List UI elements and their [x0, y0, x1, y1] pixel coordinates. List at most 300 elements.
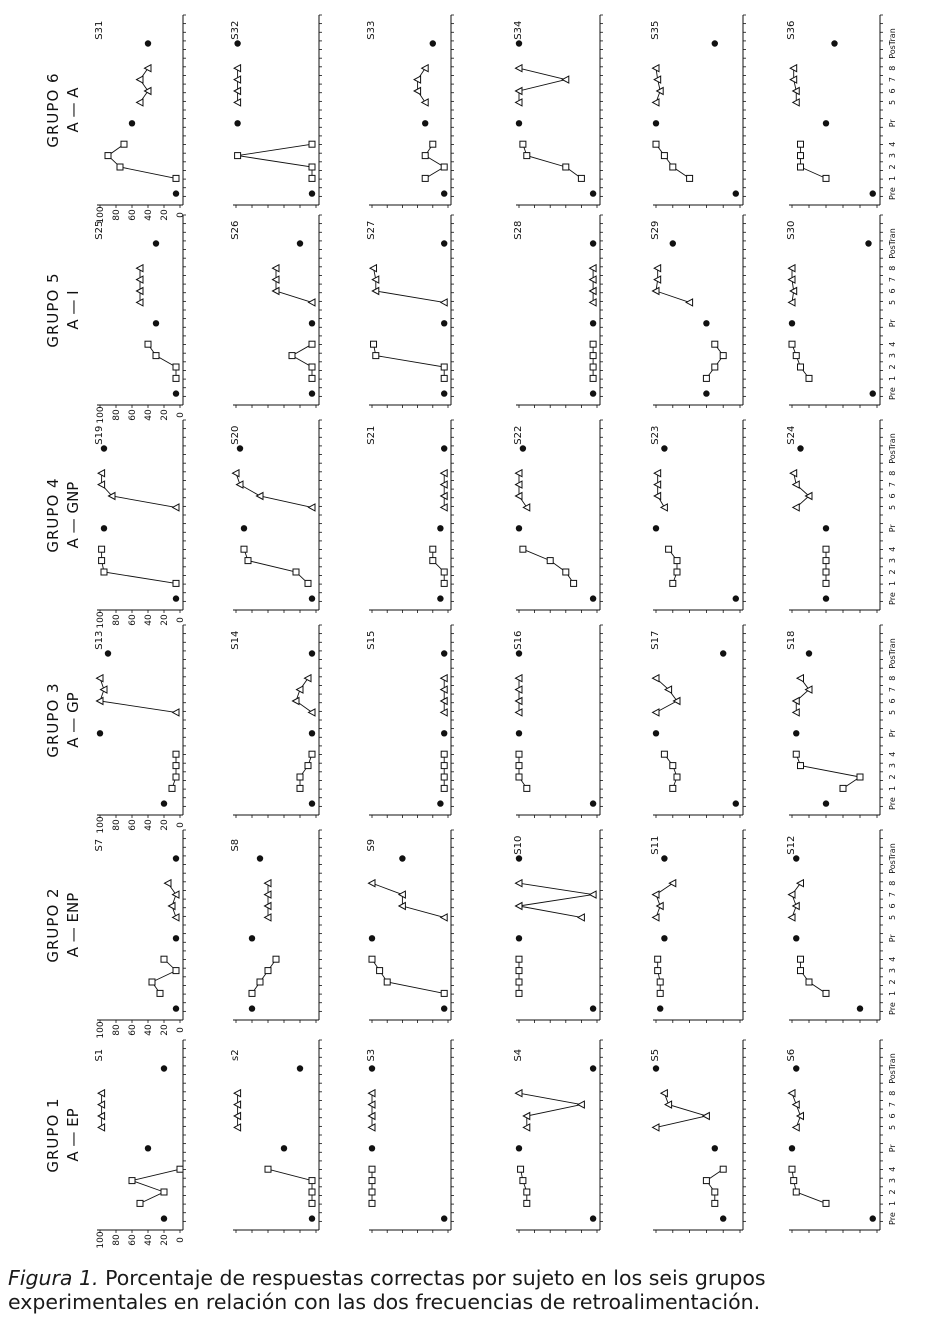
session-tick-label: 6 — [888, 288, 897, 294]
phase-a-point — [655, 956, 661, 962]
value-tick-label: 0 — [176, 212, 186, 218]
intermediate-test-point — [712, 1145, 718, 1151]
phase-b-point — [516, 903, 523, 910]
phase-a-point — [297, 774, 303, 780]
session-tick-label: PosTran — [888, 433, 897, 464]
phase-b-point — [562, 76, 569, 83]
intermediate-test-point — [516, 935, 522, 941]
pre-test-point — [590, 390, 596, 396]
value-tick-label: 100 — [96, 1021, 106, 1039]
phase-b-point — [665, 1101, 672, 1108]
session-tick-label: 4 — [888, 751, 897, 757]
phase-a-point — [590, 341, 596, 347]
session-tick-label: 6 — [888, 1113, 897, 1119]
phase-b-point — [237, 481, 244, 488]
post-transfer-point — [441, 240, 447, 246]
subject-label: S34 — [513, 20, 524, 40]
post-transfer-point — [234, 40, 240, 46]
post-transfer-point — [516, 40, 522, 46]
phase-b-point — [165, 880, 172, 887]
phase-b-line — [792, 1093, 801, 1127]
subject-panels — [94, 15, 897, 1249]
post-transfer-point — [173, 855, 179, 861]
pre-test-point — [733, 800, 739, 806]
session-tick-label: Pr — [888, 1144, 897, 1153]
phase-b-line — [792, 268, 794, 302]
session-tick-label: PosTran — [888, 843, 897, 874]
phase-a-line — [656, 144, 690, 178]
phase-b-point — [101, 686, 108, 693]
intermediate-test-point — [441, 730, 447, 736]
phase-a-point — [369, 1200, 375, 1206]
session-tick-label: 4 — [888, 341, 897, 347]
subject-panel — [366, 1040, 454, 1233]
intermediate-test-point — [369, 1145, 375, 1151]
phase-b-line — [658, 473, 665, 507]
value-tick-label: 40 — [144, 1234, 154, 1246]
intermediate-test-point — [653, 120, 659, 126]
subject-panel — [94, 625, 186, 834]
pre-test-point — [249, 1005, 255, 1011]
subject-panel — [230, 420, 322, 613]
phase-a-point — [674, 774, 680, 780]
subject-label: S13 — [94, 630, 105, 650]
intermediate-test-point — [234, 120, 240, 126]
intermediate-test-point — [153, 320, 159, 326]
subject-panel — [94, 215, 186, 424]
intermediate-test-point — [823, 120, 829, 126]
session-tick-label: 8 — [888, 265, 897, 271]
phase-a-point — [520, 546, 526, 552]
phase-b-point — [590, 891, 597, 898]
phase-a-point — [823, 175, 829, 181]
pre-test-point — [857, 1005, 863, 1011]
phase-a-point — [153, 353, 159, 359]
phase-a-line — [252, 959, 276, 993]
session-tick-label: 2 — [888, 164, 897, 170]
phase-a-point — [793, 751, 799, 757]
phase-a-point — [661, 153, 667, 159]
group-condition: A — GNP — [64, 481, 82, 549]
session-tick-label: Pr — [888, 319, 897, 328]
subject-label: S5 — [650, 1048, 661, 1062]
phase-a-point — [430, 546, 436, 552]
subject-label: S28 — [513, 220, 524, 240]
phase-a-point — [161, 1189, 167, 1195]
value-tick-label: 100 — [96, 816, 106, 834]
phase-b-point — [257, 493, 264, 500]
post-transfer-point — [153, 240, 159, 246]
phase-a-line — [132, 1169, 180, 1203]
post-transfer-point — [145, 40, 151, 46]
value-tick-label: 20 — [160, 614, 170, 626]
post-transfer-point — [441, 650, 447, 656]
phase-a-point — [670, 785, 676, 791]
post-transfer-point — [661, 445, 667, 451]
intermediate-test-point — [789, 320, 795, 326]
value-tick-label: 20 — [160, 209, 170, 221]
value-tick-label: 80 — [112, 1024, 122, 1036]
pre-test-point — [590, 1215, 596, 1221]
pre-test-point — [161, 1215, 167, 1221]
pre-test-point — [657, 1005, 663, 1011]
post-transfer-point — [430, 40, 436, 46]
phase-a-point — [173, 580, 179, 586]
phase-a-point — [823, 569, 829, 575]
session-tick-label: 5 — [888, 914, 897, 920]
subject-panel — [366, 420, 454, 613]
value-tick-label: 40 — [144, 409, 154, 421]
phase-a-point — [265, 1166, 271, 1172]
pre-test-point — [590, 190, 596, 196]
pre-test-point — [441, 1005, 447, 1011]
phase-b-point — [516, 880, 523, 887]
intermediate-test-point — [281, 1145, 287, 1151]
session-tick-label: 1 — [888, 375, 897, 381]
phase-a-point — [823, 558, 829, 564]
subject-panel — [786, 830, 897, 1023]
subject-panel — [94, 15, 186, 224]
group-title: GRUPO 4 — [44, 477, 62, 553]
subject-label: S35 — [650, 20, 661, 40]
session-tick-label: 5 — [888, 1124, 897, 1130]
value-tick-label: 100 — [96, 406, 106, 424]
session-tick-label: 8 — [888, 470, 897, 476]
phase-a-point — [516, 956, 522, 962]
value-tick-label: 100 — [96, 206, 106, 224]
phase-b-line — [792, 883, 801, 917]
phase-a-point — [670, 580, 676, 586]
phase-a-point — [235, 153, 241, 159]
subject-panel — [650, 1040, 746, 1233]
phase-a-point — [309, 751, 315, 757]
phase-a-point — [441, 990, 447, 996]
phase-a-point — [177, 1166, 183, 1172]
group-condition: A — A — [64, 87, 82, 133]
phase-a-point — [309, 341, 315, 347]
phase-b-point — [653, 65, 660, 72]
subject-label: S17 — [650, 630, 661, 650]
phase-a-point — [840, 785, 846, 791]
post-transfer-point — [105, 650, 111, 656]
phase-a-line — [792, 1169, 826, 1203]
phase-a-point — [305, 580, 311, 586]
value-tick-label: 20 — [160, 819, 170, 831]
subject-label: S30 — [786, 220, 797, 240]
session-tick-label: PosTran — [888, 1053, 897, 1084]
session-tick-label: 6 — [888, 88, 897, 94]
session-tick-label: Pr — [888, 524, 897, 533]
pre-test-point — [309, 390, 315, 396]
subject-label: S8 — [230, 838, 241, 852]
pre-test-point — [173, 1005, 179, 1011]
session-tick-label: Pre — [888, 187, 897, 200]
phase-a-point — [524, 1189, 530, 1195]
value-tick-label: 60 — [128, 1234, 138, 1246]
session-tick-label: 8 — [888, 880, 897, 886]
subject-label: S18 — [786, 630, 797, 650]
subject-panel — [786, 1040, 897, 1233]
phase-a-point — [516, 979, 522, 985]
post-transfer-point — [369, 1065, 375, 1071]
phase-a-point — [309, 364, 315, 370]
phase-a-point — [377, 968, 383, 974]
intermediate-test-point — [101, 525, 107, 531]
phase-a-point — [823, 546, 829, 552]
phase-a-point — [798, 153, 804, 159]
phase-b-line — [140, 68, 148, 102]
value-tick-label: 20 — [160, 1234, 170, 1246]
phase-b-point — [523, 504, 530, 511]
subject-label: S24 — [786, 425, 797, 445]
phase-a-point — [793, 1189, 799, 1195]
group-title: GRUPO 6 — [44, 72, 62, 148]
phase-b-line — [519, 883, 593, 917]
phase-b-point — [686, 299, 693, 306]
subject-label: S12 — [786, 835, 797, 855]
phase-b-line — [656, 1093, 706, 1127]
phase-a-point — [823, 580, 829, 586]
intermediate-test-point — [369, 935, 375, 941]
phase-b-point — [145, 88, 152, 95]
value-tick-label: 100 — [96, 1231, 106, 1249]
session-tick-label: 7 — [888, 277, 897, 283]
phase-b-point — [653, 914, 660, 921]
phase-b-line — [372, 883, 444, 917]
phase-b-point — [516, 65, 523, 72]
phase-b-point — [797, 880, 804, 887]
phase-b-point — [97, 698, 104, 705]
phase-a-point — [157, 990, 163, 996]
phase-a-point — [703, 1178, 709, 1184]
group-titles — [44, 72, 82, 1172]
post-transfer-point — [516, 855, 522, 861]
phase-b-point — [657, 903, 664, 910]
phase-a-point — [524, 785, 530, 791]
pre-test-point — [720, 1215, 726, 1221]
phase-a-point — [369, 1189, 375, 1195]
post-transfer-point — [399, 855, 405, 861]
phase-a-point — [293, 569, 299, 575]
phase-a-point — [789, 341, 795, 347]
post-transfer-point — [797, 445, 803, 451]
phase-a-point — [806, 979, 812, 985]
phase-a-point — [173, 763, 179, 769]
subject-panel — [650, 625, 746, 818]
pre-test-point — [441, 390, 447, 396]
subject-panel — [230, 830, 322, 1023]
session-tick-label: 6 — [888, 698, 897, 704]
phase-a-point — [720, 1166, 726, 1172]
phase-b-line — [276, 268, 312, 302]
phase-a-point — [101, 569, 107, 575]
phase-b-line — [656, 68, 660, 102]
intermediate-test-point — [437, 525, 443, 531]
phase-a-line — [521, 1169, 527, 1203]
phase-b-point — [169, 903, 176, 910]
post-transfer-point — [520, 445, 526, 451]
subject-label: S33 — [366, 20, 377, 40]
phase-a-point — [670, 763, 676, 769]
intermediate-test-point — [241, 525, 247, 531]
phase-a-point — [666, 546, 672, 552]
phase-a-line — [796, 754, 860, 788]
phase-b-point — [369, 880, 376, 887]
phase-a-point — [441, 375, 447, 381]
phase-a-point — [661, 751, 667, 757]
session-tick-label: 7 — [888, 482, 897, 488]
phase-a-line — [706, 1169, 723, 1203]
subject-label: S6 — [786, 1048, 797, 1062]
phase-a-point — [720, 353, 726, 359]
pre-test-point — [437, 800, 443, 806]
intermediate-test-point — [793, 730, 799, 736]
pre-test-point — [590, 1005, 596, 1011]
phase-a-line — [425, 144, 444, 178]
phase-a-point — [712, 364, 718, 370]
phase-b-point — [797, 1113, 804, 1120]
intermediate-test-point — [516, 1145, 522, 1151]
pre-test-point — [870, 390, 876, 396]
phase-a-point — [99, 546, 105, 552]
intermediate-test-point — [173, 935, 179, 941]
phase-a-line — [292, 344, 312, 378]
value-tick-label: 40 — [144, 1024, 154, 1036]
phase-b-point — [790, 470, 797, 477]
value-tick-label: 0 — [176, 1027, 186, 1033]
phase-a-point — [117, 164, 123, 170]
subject-label: S26 — [230, 220, 241, 240]
phase-b-point — [309, 299, 316, 306]
subject-label: S10 — [513, 835, 524, 855]
phase-a-point — [516, 763, 522, 769]
post-transfer-point — [237, 445, 243, 451]
post-transfer-point — [653, 1065, 659, 1071]
session-tick-label: 2 — [888, 569, 897, 575]
pre-test-point — [309, 800, 315, 806]
subject-label: S19 — [94, 425, 105, 445]
post-transfer-point — [516, 650, 522, 656]
subject-label: S25 — [94, 220, 105, 240]
subject-panel — [513, 830, 603, 1023]
session-tick-label: 3 — [888, 153, 897, 159]
phase-a-point — [798, 164, 804, 170]
session-tick-label: 5 — [888, 99, 897, 105]
value-tick-label: 80 — [112, 209, 122, 221]
pre-test-point — [173, 190, 179, 196]
phase-b-line — [656, 268, 690, 302]
value-tick-label: 60 — [128, 209, 138, 221]
session-tick-label: Pr — [888, 119, 897, 128]
phase-b-line — [236, 473, 312, 507]
phase-b-point — [797, 675, 804, 682]
subject-panel — [786, 420, 897, 613]
phase-a-point — [657, 979, 663, 985]
phase-a-line — [523, 144, 582, 178]
phase-b-line — [168, 883, 176, 917]
phase-a-line — [801, 144, 827, 178]
pre-test-point — [703, 390, 709, 396]
phase-a-point — [516, 990, 522, 996]
subject-label: S21 — [366, 425, 377, 445]
phase-a-point — [441, 763, 447, 769]
phase-b-line — [656, 883, 673, 917]
figure-caption — [8, 1266, 920, 1314]
subject-panel — [786, 215, 897, 408]
post-transfer-point — [101, 445, 107, 451]
pre-test-point — [590, 800, 596, 806]
phase-a-point — [712, 341, 718, 347]
session-tick-label: Pr — [888, 729, 897, 738]
phase-b-point — [661, 504, 668, 511]
phase-a-point — [590, 364, 596, 370]
phase-b-point — [793, 903, 800, 910]
phase-b-line — [656, 678, 677, 712]
pre-test-point — [590, 595, 596, 601]
phase-a-point — [249, 990, 255, 996]
phase-b-point — [578, 914, 585, 921]
phase-a-point — [563, 569, 569, 575]
intermediate-test-point — [516, 730, 522, 736]
phase-b-point — [653, 709, 660, 716]
phase-a-point — [441, 774, 447, 780]
phase-a-point — [309, 1189, 315, 1195]
subject-label: S15 — [366, 630, 377, 650]
value-tick-label: 80 — [112, 1234, 122, 1246]
phase-a-line — [374, 344, 445, 378]
phase-a-line — [172, 754, 176, 788]
phase-a-point — [309, 164, 315, 170]
phase-b-point — [793, 504, 800, 511]
value-tick-label: 60 — [128, 614, 138, 626]
phase-a-point — [241, 546, 247, 552]
phase-a-point — [309, 175, 315, 181]
subject-label: S11 — [650, 835, 661, 855]
post-transfer-point — [806, 650, 812, 656]
phase-a-point — [712, 1200, 718, 1206]
intermediate-test-point — [441, 320, 447, 326]
session-tick-label: 4 — [888, 546, 897, 552]
value-tick-label: 40 — [144, 209, 154, 221]
phase-a-point — [798, 968, 804, 974]
post-transfer-point — [712, 40, 718, 46]
group-title: GRUPO 2 — [44, 887, 62, 963]
subject-panel — [230, 1040, 322, 1233]
phase-b-point — [297, 686, 304, 693]
phase-b-point — [789, 1090, 796, 1097]
phase-a-line — [669, 549, 677, 583]
pre-test-point — [823, 595, 829, 601]
subject-panel — [94, 420, 186, 629]
phase-b-point — [653, 288, 660, 295]
subject-panel — [94, 1040, 186, 1249]
value-tick-label: 0 — [176, 617, 186, 623]
caption-text: Porcentaje de respuestas correctas por sujeto en los seis grupos experimentales en relación con las dos frecuencias de retroalimentación. — [8, 1266, 766, 1314]
phase-a-point — [791, 1178, 797, 1184]
phase-a-point — [674, 558, 680, 564]
phase-b-point — [441, 914, 448, 921]
post-transfer-point — [297, 1065, 303, 1071]
session-tick-label: 3 — [888, 763, 897, 769]
phase-a-point — [653, 141, 659, 147]
value-tick-label: 0 — [176, 822, 186, 828]
phase-a-point — [798, 364, 804, 370]
phase-a-point — [273, 956, 279, 962]
phase-b-point — [370, 265, 377, 272]
subject-panel — [513, 215, 603, 408]
group-title: GRUPO 5 — [44, 272, 62, 348]
post-transfer-point — [309, 650, 315, 656]
